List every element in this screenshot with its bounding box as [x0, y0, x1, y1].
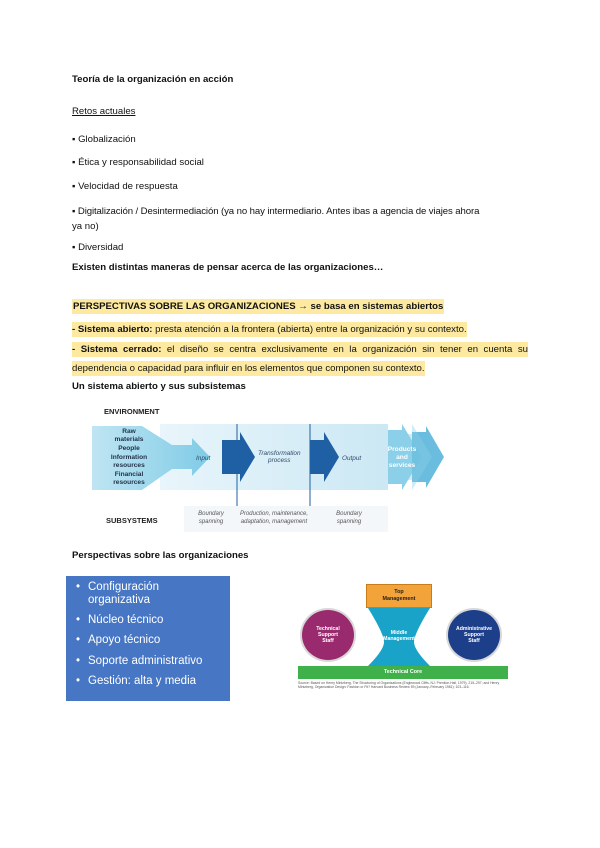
output-label: Output	[342, 455, 362, 462]
sistema-abierto-label: - Sistema abierto:	[72, 324, 153, 335]
sistema-abierto	[72, 320, 528, 339]
cfg-item-gestion: • Gestión: alta y media	[76, 675, 197, 687]
page-title: Teoría de la organización en acción	[72, 74, 234, 85]
open-system-diagram	[92, 400, 512, 532]
source-caption: Source: Based on Henry Mintzberg, The Structuring of Organizations (Englewood Cliffs, NJ: Prentice-Hall, 1979), 215–297; and Henry Mintzberg, Organization Design: Fashion or Fit? Harvard Business Review 59 (January–February 1981): 103–116.	[298, 681, 500, 690]
reto-item-globalizacion: ▪ Globalización	[72, 134, 136, 145]
administrative-support-circle: Administrative Support Staff	[446, 608, 502, 662]
cfg-item-soporte: • Soporte administrativo	[76, 655, 203, 667]
perspectivas-highlight: PERSPECTIVAS SOBRE LAS ORGANIZACIONES → se basa en sistemas abiertos	[73, 301, 444, 312]
configuracion-box	[66, 576, 230, 701]
cfg-item-nucleo: • Núcleo técnico	[76, 614, 164, 626]
cfg-item-organizativa: organizativa	[88, 594, 151, 606]
maneras-text: Existen distintas maneras de pensar acerca de las organizaciones…	[72, 262, 384, 273]
transformation-label: Transformation process	[258, 450, 301, 464]
perspectivas-line	[72, 301, 444, 312]
subsystems-label: SUBSYSTEMS	[106, 516, 158, 525]
input-label: Input	[196, 455, 211, 462]
sistema-cerrado-text: el diseño se centra exclusivamente en la organización sin tener en cuenta su dependencia o capacidad para influir en los elementos que componen su contexto.	[72, 344, 528, 374]
retos-heading: Retos actuales	[72, 106, 136, 117]
environment-label: ENVIRONMENT	[104, 407, 160, 416]
products-services-label: Products and services	[387, 446, 417, 469]
raw-materials-label: Raw materials People Information resources Financial resources	[110, 428, 148, 486]
reto-item-velocidad: ▪ Velocidad de respuesta	[72, 181, 178, 192]
sistema-abierto-text: presta atención a la frontera (abierta) entre la organización y su contexto.	[152, 324, 467, 335]
perspectivas-heading: Perspectivas sobre las organizaciones	[72, 550, 249, 561]
subsistemas-heading: Un sistema abierto y sus subsistemas	[72, 381, 246, 392]
reto-item-etica: ▪ Ética y responsabilidad social	[72, 157, 204, 168]
boundary-spanning-left: Boundary spanning	[198, 511, 224, 525]
top-management-box: Top Management	[366, 584, 432, 608]
technical-core-bar: Technical Core	[298, 666, 508, 679]
boundary-spanning-right: Boundary spanning	[336, 511, 362, 525]
sistema-cerrado-label: - Sistema cerrado:	[72, 344, 162, 355]
technical-support-circle: Technical Support Staff	[300, 608, 356, 662]
reto-item-diversidad: ▪ Diversidad	[72, 242, 124, 253]
sistema-cerrado	[72, 340, 528, 378]
org-parts-diagram	[290, 584, 518, 704]
cfg-item-configuracion: • Configuración	[76, 581, 159, 593]
production-maintenance-label: Production, maintenance, adaptation, management	[239, 511, 309, 525]
reto-item-digitalizacion: ▪ Digitalización / Desintermediación (ya no hay intermediario. Antes ibas a agencia de viajes ahora	[72, 206, 480, 217]
middle-management-label: Middle Management	[383, 630, 415, 642]
cfg-item-apoyo: • Apoyo técnico	[76, 634, 161, 646]
reto-item-digitalizacion-cont: ya no)	[72, 221, 99, 232]
